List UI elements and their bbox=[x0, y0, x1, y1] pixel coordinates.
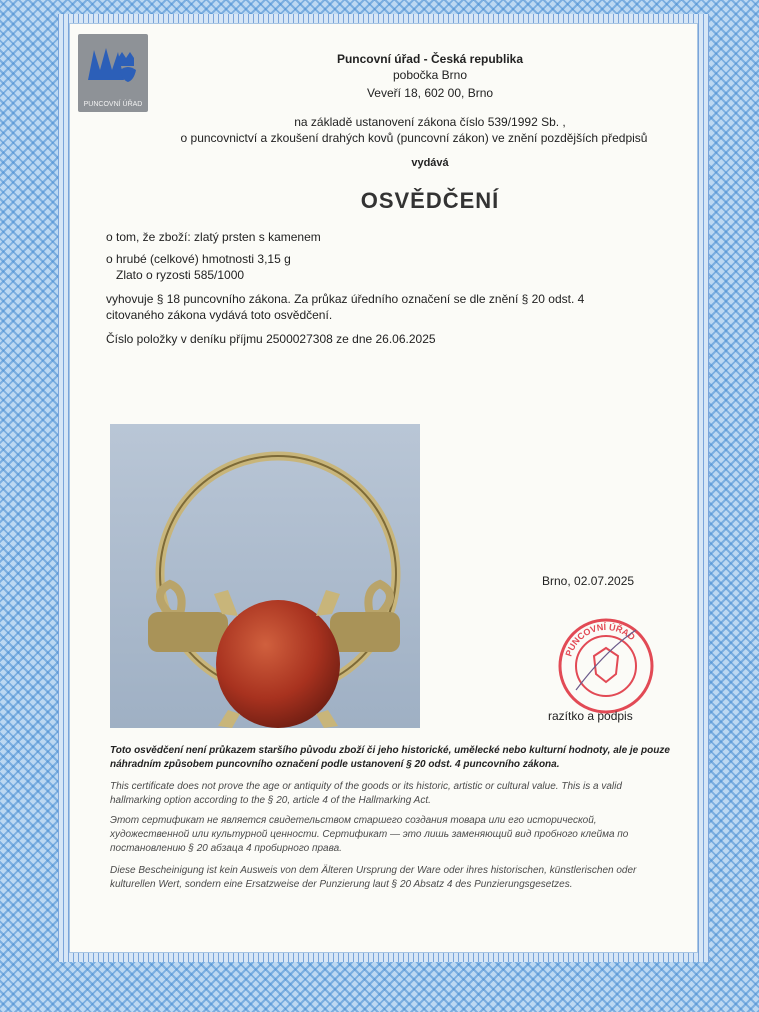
disclaimer-en: This certificate does not prove the age or antiquity of the goods or its historic, artistic or cultural value. This is a valid hallmarking option according to the § 20, article 4 of the Hallmarking Act. bbox=[110, 781, 622, 806]
item-description: o tom, že zboží: zlatý prsten s kamenem bbox=[106, 230, 321, 244]
certificate-paper bbox=[70, 24, 697, 952]
disclaimer-cz: Toto osvědčení není průkazem staršího původu zboží či jeho historické, umělecké nebo kulturní hodnoty, ale je pouze náhradním způsobem puncovního označení podle ustanovení § 20 odst. 4 puncovního zákona. bbox=[110, 745, 670, 770]
ring-photo bbox=[110, 424, 420, 728]
gross-weight: o hrubé (celkové) hmotnosti 3,15 g bbox=[106, 252, 291, 266]
compliance-line-2: citovaného zákona vydává toto osvědčení. bbox=[106, 308, 333, 322]
stamp-text: PUNCOVNÍ ÚŘAD bbox=[563, 621, 638, 658]
assay-office-logo bbox=[78, 34, 148, 112]
branch: pobočka Brno bbox=[392, 68, 468, 82]
certificate-title: OSVĚDČENÍ bbox=[360, 188, 500, 213]
address: Veveří 18, 602 00, Brno bbox=[366, 86, 494, 100]
crown-lion-icon bbox=[84, 40, 142, 90]
place-and-date: Brno, 02.07.2025 bbox=[542, 574, 635, 588]
law-line-1: na základě ustanovení zákona číslo 539/1992 Sb. , bbox=[294, 115, 566, 129]
disclaimer-ru: Этот сертификат не является свидетельством старшего создания товара или его исторической, художественной или культурной ценности. Сертификат — это лишь заменяющий вид пробного клейма по постановлению § 20 абзаца 4 пробирного права. bbox=[110, 815, 629, 854]
compliance-line-1: vyhovuje § 18 puncovního zákona. Za průkaz úředního označení se dle znění § 20 odst. 4 bbox=[106, 292, 585, 306]
law-line-2: o puncovnictví a zkoušení drahých kovů (puncovní zákon) ve znění pozdějších předpisů bbox=[180, 131, 648, 145]
official-stamp-icon bbox=[556, 616, 656, 716]
fineness: Zlato o ryzosti 585/1000 bbox=[116, 268, 245, 282]
logo-label: PUNCOVNÍ ÚŘAD bbox=[83, 101, 143, 108]
record-number: Číslo položky v deníku příjmu 2500027308 ze dne 26.06.2025 bbox=[106, 332, 436, 346]
disclaimer-de: Diese Bescheinigung ist kein Ausweis von dem Älteren Ursprung der Ware oder ihres historischen, künstlerischen oder kulturellen Wert, sondern eine Ersatzweise der Punzierung laut § 20 Absatz 4 des Punzierungsgesetzes. bbox=[110, 865, 637, 890]
issues-label: vydává bbox=[411, 157, 449, 169]
stamp-and-signature-label: razítko a podpis bbox=[548, 709, 633, 723]
issuing-office: Puncovní úřad - Česká republika bbox=[336, 52, 524, 66]
